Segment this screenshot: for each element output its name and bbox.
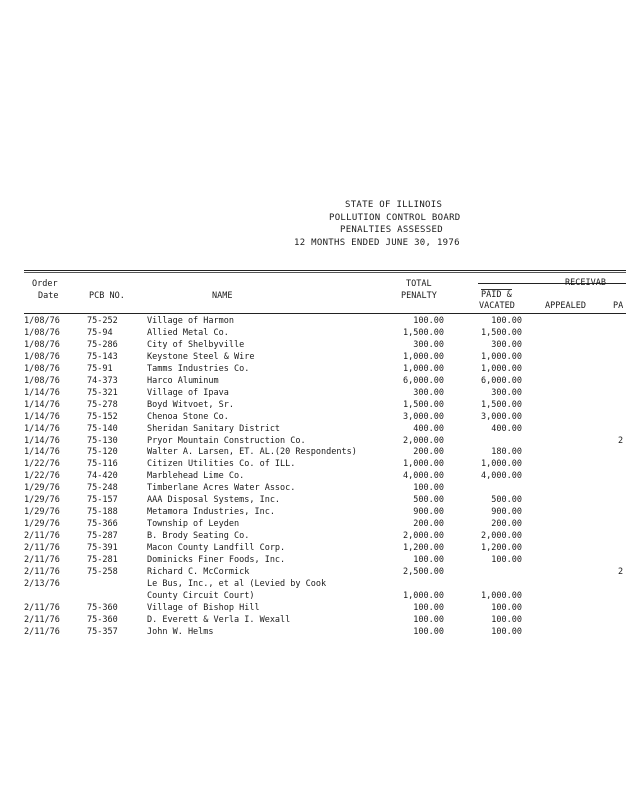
cell-date: 1/14/76	[24, 387, 60, 398]
cell-paid-vacated: 6,000.00	[481, 375, 522, 386]
cell-total-penalty: 300.00	[413, 339, 444, 350]
cell-paid-vacated: 900.00	[491, 507, 522, 518]
report-title-board: POLLUTION CONTROL BOARD	[329, 213, 461, 223]
table-row	[0, 507, 626, 519]
cell-total-penalty: 100.00	[413, 483, 444, 494]
cell-total-penalty: 1,000.00	[403, 590, 444, 601]
table-row	[0, 555, 626, 567]
table-row	[0, 567, 626, 579]
table-row	[0, 436, 626, 448]
cell-name: Marblehead Lime Co.	[147, 471, 245, 482]
table-row	[0, 519, 626, 531]
cell-pcb-no: 75-252	[87, 316, 118, 326]
cell-pcb-no: 74-373	[87, 375, 118, 386]
cell-paid-vacated: 1,500.00	[481, 399, 522, 410]
cell-total-penalty: 200.00	[413, 519, 444, 530]
table-row	[0, 352, 626, 364]
cell-name: Chenoa Stone Co.	[147, 411, 229, 422]
cell-paid-vacated: 100.00	[491, 614, 522, 625]
cell-total-penalty: 1,500.00	[403, 327, 444, 338]
cell-date: 1/08/76	[24, 351, 60, 362]
table-row	[0, 376, 626, 388]
cell-date: 1/14/76	[24, 435, 60, 446]
cell-name: D. Everett & Verla I. Wexall	[147, 614, 291, 625]
cell-pcb-no: 75-91	[87, 363, 113, 374]
cell-name: Walter A. Larsen, ET. AL.(20 Respondents)	[147, 447, 357, 458]
table-row	[0, 543, 626, 555]
cell-paid-vacated: 3,000.00	[481, 411, 522, 422]
cell-paid-vacated: 200.00	[491, 519, 522, 530]
table-row	[0, 364, 626, 376]
cell-total-penalty: 300.00	[413, 387, 444, 398]
cell-date: 2/11/76	[24, 566, 60, 577]
header-rule-top-double	[24, 272, 626, 273]
cell-date: 1/22/76	[24, 459, 60, 470]
cell-total-penalty: 500.00	[413, 495, 444, 506]
cell-pcb-no: 75-287	[87, 531, 118, 542]
cell-name: Township of Leyden	[147, 519, 240, 530]
cell-date: 2/11/76	[24, 543, 60, 554]
cell-paid-vacated: 1,000.00	[481, 363, 522, 374]
cell-pcb-no: 75-152	[87, 411, 118, 422]
cell-name: Sheridan Sanitary District	[147, 423, 281, 434]
cell-date: 1/29/76	[24, 483, 60, 494]
cell-pcb-no: 75-120	[87, 447, 118, 458]
table-row	[0, 483, 626, 495]
report-title-subject: PENALTIES ASSESSED	[340, 225, 443, 235]
cell-total-penalty: 100.00	[413, 614, 444, 625]
cell-paid-vacated: 1,000.00	[481, 590, 522, 601]
col-header-pcb-no: PCB NO.	[89, 291, 125, 301]
cell-total-penalty: 6,000.00	[403, 375, 444, 386]
cell-total-penalty: 2,000.00	[403, 531, 444, 542]
cell-pcb-no: 75-281	[87, 555, 118, 565]
cell-name: Allied Metal Co.	[147, 327, 229, 338]
cell-pcb-no: 75-286	[87, 339, 118, 350]
cell-pcb-no: 75-143	[87, 351, 118, 362]
cell-date: 1/14/76	[24, 399, 60, 410]
cell-pcb-no: 75-391	[87, 543, 118, 554]
report-title-state: STATE OF ILLINOIS	[345, 200, 443, 210]
cell-name: Village of Harmon	[147, 316, 234, 326]
cell-pcb-no: 75-94	[87, 327, 113, 338]
table-row	[0, 340, 626, 352]
cell-paid-vacated: 100.00	[491, 626, 522, 637]
cell-total-penalty: 2,500.00	[403, 566, 444, 577]
cell-total-penalty: 4,000.00	[403, 471, 444, 482]
cell-paid-vacated: 100.00	[491, 316, 522, 326]
cell-payable: 2	[618, 566, 624, 577]
cell-name: Timberlane Acres Water Assoc.	[147, 483, 296, 494]
cell-date: 2/11/76	[24, 531, 60, 542]
table-row	[0, 603, 626, 615]
col-header-order: Order	[32, 279, 58, 289]
cell-date: 2/13/76	[24, 578, 60, 589]
cell-name: City of Shelbyville	[147, 339, 245, 350]
cell-total-penalty: 100.00	[413, 626, 444, 637]
cell-date: 1/14/76	[24, 411, 60, 422]
cell-name: Citizen Utilities Co. of ILL.	[147, 459, 296, 470]
table-row	[0, 447, 626, 459]
cell-pcb-no: 75-366	[87, 519, 118, 530]
table-row	[0, 388, 626, 400]
cell-paid-vacated: 180.00	[491, 447, 522, 458]
cell-total-penalty: 100.00	[413, 316, 444, 326]
cell-pcb-no: 75-130	[87, 435, 118, 446]
cell-date: 1/08/76	[24, 375, 60, 386]
cell-pcb-no: 75-258	[87, 566, 118, 577]
table-row	[0, 412, 626, 424]
cell-paid-vacated: 2,000.00	[481, 531, 522, 542]
table-row	[0, 424, 626, 436]
cell-pcb-no: 75-321	[87, 387, 118, 398]
cell-total-penalty: 1,000.00	[403, 459, 444, 470]
cell-pcb-no: 75-360	[87, 614, 118, 625]
col-header-receivable: RECEIVAB	[565, 278, 606, 288]
table-row	[0, 316, 626, 328]
table-row	[0, 459, 626, 471]
cell-date: 1/29/76	[24, 519, 60, 530]
cell-total-penalty: 900.00	[413, 507, 444, 518]
cell-pcb-no: 75-140	[87, 423, 118, 434]
cell-pcb-no: 75-157	[87, 495, 118, 506]
cell-name: Metamora Industries, Inc.	[147, 507, 275, 518]
cell-date: 1/14/76	[24, 423, 60, 434]
header-rule-top	[24, 270, 626, 271]
cell-paid-vacated: 500.00	[491, 495, 522, 506]
table-row	[0, 471, 626, 483]
table-row	[0, 615, 626, 627]
cell-paid-vacated: 300.00	[491, 339, 522, 350]
cell-date: 1/08/76	[24, 363, 60, 374]
cell-pcb-no: 75-360	[87, 602, 118, 613]
cell-date: 2/11/76	[24, 614, 60, 625]
cell-total-penalty: 1,500.00	[403, 399, 444, 410]
cell-date: 1/08/76	[24, 316, 60, 326]
table-row	[0, 591, 626, 603]
col-header-name: NAME	[212, 291, 233, 301]
cell-date: 1/14/76	[24, 447, 60, 458]
cell-pcb-no: 74-420	[87, 471, 118, 482]
cell-name: Harco Aluminum	[147, 375, 219, 386]
report-title-period: 12 MONTHS ENDED JUNE 30, 1976	[294, 238, 460, 248]
cell-date: 1/22/76	[24, 471, 60, 482]
cell-total-penalty: 1,000.00	[403, 363, 444, 374]
cell-date: 2/11/76	[24, 626, 60, 637]
cell-total-penalty: 100.00	[413, 602, 444, 613]
cell-total-penalty: 1,000.00	[403, 351, 444, 362]
table-row	[0, 400, 626, 412]
cell-date: 2/11/76	[24, 602, 60, 613]
cell-paid-vacated: 1,200.00	[481, 543, 522, 554]
vacated-underline	[476, 313, 526, 314]
table-row	[0, 531, 626, 543]
col-header-penalty: PENALTY	[401, 291, 437, 301]
cell-date: 2/11/76	[24, 555, 60, 565]
cell-date: 1/29/76	[24, 507, 60, 518]
cell-name: Le Bus, Inc., et al (Levied by Cook	[147, 578, 327, 589]
cell-pcb-no: 75-116	[87, 459, 118, 470]
table-row	[0, 579, 626, 591]
col-header-appealed: APPEALED	[545, 301, 586, 311]
table-row	[0, 627, 626, 639]
cell-pcb-no: 75-248	[87, 483, 118, 494]
cell-paid-vacated: 1,000.00	[481, 459, 522, 470]
cell-name: Tamms Industries Co.	[147, 363, 250, 374]
col-header-total: TOTAL	[406, 279, 432, 289]
cell-paid-vacated: 100.00	[491, 602, 522, 613]
cell-paid-vacated: 300.00	[491, 387, 522, 398]
cell-payable: 2	[618, 435, 624, 446]
cell-total-penalty: 2,000.00	[403, 435, 444, 446]
cell-name: Village of Bishop Hill	[147, 602, 260, 613]
table-row	[0, 495, 626, 507]
cell-total-penalty: 100.00	[413, 555, 444, 565]
col-header-vacated: VACATED	[479, 301, 515, 311]
cell-date: 1/08/76	[24, 339, 60, 350]
cell-name: Keystone Steel & Wire	[147, 351, 255, 362]
cell-name: Boyd Witvoet, Sr.	[147, 399, 234, 410]
cell-total-penalty: 3,000.00	[403, 411, 444, 422]
table-row	[0, 328, 626, 340]
cell-paid-vacated: 400.00	[491, 423, 522, 434]
col-header-pa: PA	[613, 301, 624, 311]
cell-name: Macon County Landfill Corp.	[147, 543, 286, 554]
cell-pcb-no: 75-278	[87, 399, 118, 410]
cell-name: B. Brody Seating Co.	[147, 531, 250, 542]
col-header-paid: PAID &	[481, 290, 512, 300]
col-header-date: Date	[38, 291, 59, 301]
cell-paid-vacated: 4,000.00	[481, 471, 522, 482]
cell-name: AAA Disposal Systems, Inc.	[147, 495, 281, 506]
cell-name: Village of Ipava	[147, 387, 229, 398]
cell-paid-vacated: 1,000.00	[481, 351, 522, 362]
cell-paid-vacated: 100.00	[491, 555, 522, 565]
cell-total-penalty: 200.00	[413, 447, 444, 458]
cell-name: County Circuit Court)	[147, 590, 255, 601]
cell-date: 1/29/76	[24, 495, 60, 506]
cell-name: Pryor Mountain Construction Co.	[147, 435, 306, 446]
header-rule-bottom	[24, 313, 626, 314]
cell-pcb-no: 75-188	[87, 507, 118, 518]
cell-paid-vacated: 1,500.00	[481, 327, 522, 338]
cell-pcb-no: 75-357	[87, 626, 118, 637]
cell-name: Richard C. McCormick	[147, 566, 250, 577]
cell-total-penalty: 400.00	[413, 423, 444, 434]
cell-date: 1/08/76	[24, 327, 60, 338]
cell-name: John W. Helms	[147, 626, 214, 637]
cell-name: Dominicks Finer Foods, Inc.	[147, 555, 286, 565]
cell-total-penalty: 1,200.00	[403, 543, 444, 554]
